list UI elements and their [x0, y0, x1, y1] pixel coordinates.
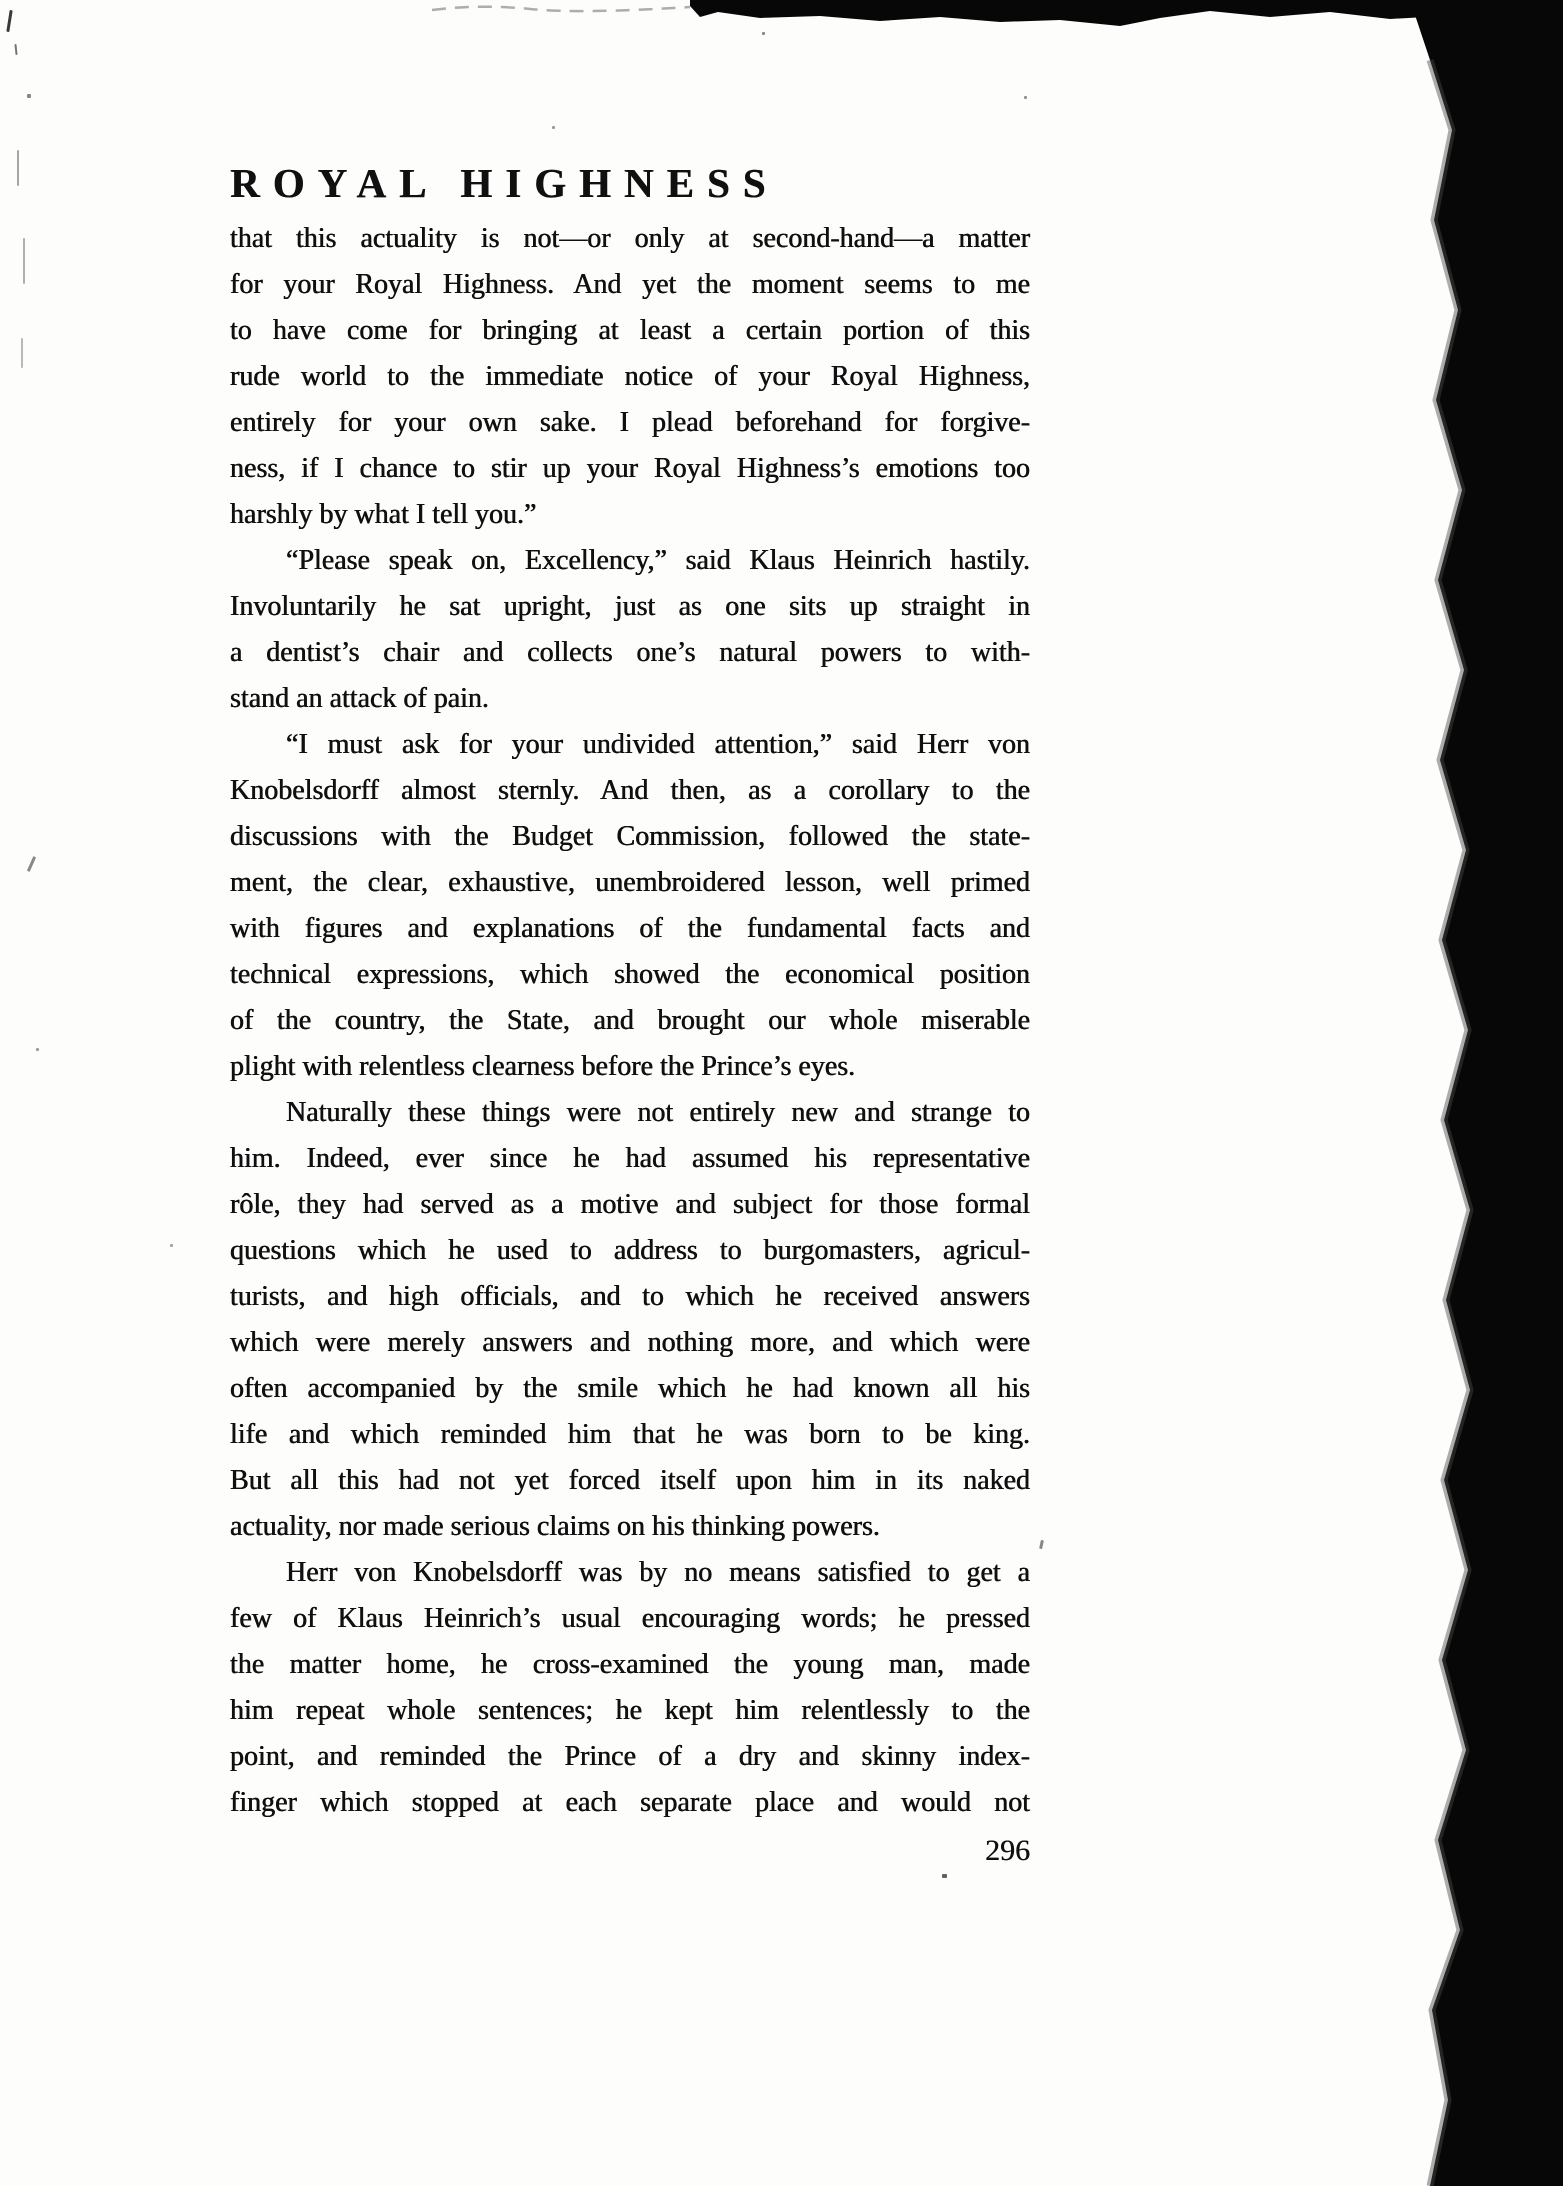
text-line: that this actuality is not—or only at second-hand—a matter	[230, 223, 1030, 254]
scan-streak-top	[690, 0, 1563, 26]
scan-speck	[17, 150, 19, 186]
scan-speck	[6, 10, 12, 32]
scan-edge-band	[1410, 0, 1563, 2186]
text-line: turists, and high officials, and to which he received answers	[230, 1281, 1030, 1312]
text-line: rude world to the immediate notice of your Royal Highness,	[230, 361, 1030, 392]
text-line: him. Indeed, ever since he had assumed his representative	[230, 1143, 1030, 1174]
scan-speck	[21, 338, 23, 368]
text-line: a dentist’s chair and collects one’s natural powers to with-	[230, 637, 1030, 668]
text-line: technical expressions, which showed the economical position	[230, 959, 1030, 990]
text-line: But all this had not yet forced itself upon him in its naked	[230, 1465, 1030, 1496]
scan-speck	[14, 44, 17, 55]
paragraph	[230, 722, 1030, 1090]
text-line: “I must ask for your undivided attention,” said Herr von	[286, 729, 1030, 760]
page-number: 296	[985, 1834, 1030, 1867]
scan-speck	[1024, 96, 1027, 99]
text-line: for your Royal Highness. And yet the moment seems to me	[230, 269, 1030, 300]
scan-speck	[27, 94, 31, 98]
text-line: Involuntarily he sat upright, just as one sits up straight in	[230, 591, 1030, 622]
text-line: which were merely answers and nothing more, and which were	[230, 1327, 1030, 1358]
scan-speck	[552, 126, 555, 129]
paragraph	[230, 538, 1030, 722]
text-line: to have come for bringing at least a certain portion of this	[230, 315, 1030, 346]
scan-speck	[170, 1244, 173, 1247]
text-line: ness, if I chance to stir up your Royal Highness’s emotions too	[230, 453, 1030, 484]
paragraph	[230, 216, 1030, 538]
text-line: actuality, nor made serious claims on his thinking powers.	[230, 1511, 880, 1542]
text-line: rôle, they had served as a motive and subject for those formal	[230, 1189, 1030, 1220]
scan-speck	[1039, 1540, 1044, 1549]
body-paragraphs	[230, 216, 1030, 1826]
scan-speck	[36, 1048, 39, 1051]
text-line: point, and reminded the Prince of a dry and skinny index-	[230, 1741, 1030, 1772]
text-line: Herr von Knobelsdorff was by no means satisfied to get a	[286, 1557, 1030, 1588]
text-line: discussions with the Budget Commission, followed the state-	[230, 821, 1030, 852]
running-header: ROYAL HIGHNESS	[230, 160, 779, 206]
text-line: ment, the clear, exhaustive, unembroidered lesson, well primed	[230, 867, 1030, 898]
text-line: plight with relentless clearness before the Prince’s eyes.	[230, 1051, 856, 1082]
text-line: with figures and explanations of the fundamental facts and	[230, 913, 1030, 944]
text-line: of the country, the State, and brought our whole miserable	[230, 1005, 1030, 1036]
text-line: “Please speak on, Excellency,” said Klaus Heinrich hastily.	[286, 545, 1030, 576]
scan-speck	[942, 1874, 947, 1878]
scan-edge-fuzz	[1430, 60, 1470, 2186]
scan-speck	[762, 32, 765, 35]
scan-speck	[23, 238, 25, 284]
text-column	[230, 160, 1030, 1874]
paragraph	[230, 1090, 1030, 1550]
text-line: Knobelsdorff almost sternly. And then, as a corollary to the	[230, 775, 1030, 806]
text-line: Naturally these things were not entirely new and strange to	[286, 1097, 1030, 1128]
paragraph	[230, 1550, 1030, 1826]
text-line: questions which he used to address to burgomasters, agricul-	[230, 1235, 1030, 1266]
text-line: him repeat whole sentences; he kept him relentlessly to the	[230, 1695, 1030, 1726]
scan-streak-faint	[432, 7, 690, 11]
text-line: harshly by what I tell you.”	[230, 499, 537, 530]
text-line: stand an attack of pain.	[230, 683, 489, 714]
text-line: finger which stopped at each separate place and would not	[230, 1787, 1030, 1818]
text-line: few of Klaus Heinrich’s usual encouraging words; he pressed	[230, 1603, 1030, 1634]
text-line: the matter home, he cross-examined the young man, made	[230, 1649, 1030, 1680]
scan-speck	[27, 856, 36, 872]
text-line: entirely for your own sake. I plead beforehand for forgive-	[230, 407, 1030, 438]
text-line: often accompanied by the smile which he had known all his	[230, 1373, 1030, 1404]
text-line: life and which reminded him that he was born to be king.	[230, 1419, 1030, 1450]
